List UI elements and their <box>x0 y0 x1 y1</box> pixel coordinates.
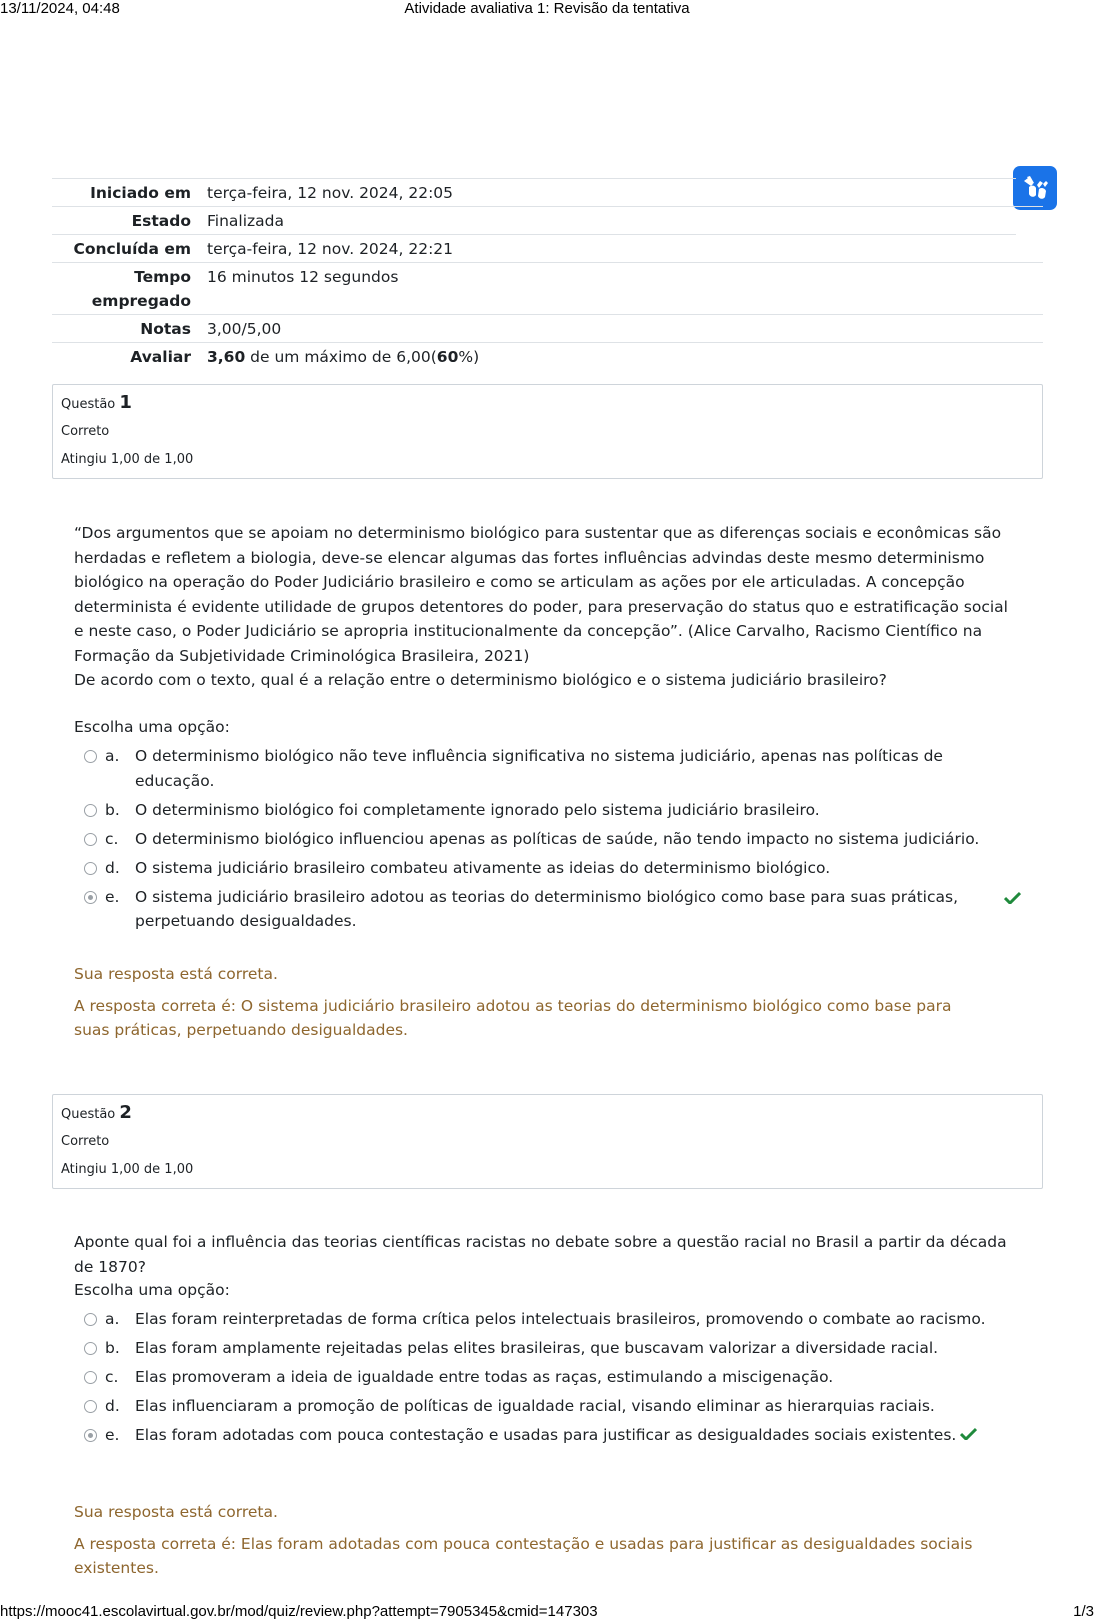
option-letter: c. <box>105 1368 119 1386</box>
option-text: O determinismo biológico influenciou apenas as políticas de saúde, não tendo impacto no sistema judiciário. <box>135 829 980 848</box>
grade-text: de um máximo de 6,00( <box>245 348 437 366</box>
answer-options <box>84 1307 1024 1452</box>
summary-label: Iniciado em <box>90 184 191 202</box>
question-mark: Atingiu 1,00 de 1,00 <box>61 1162 194 1177</box>
print-header <box>0 0 1094 18</box>
radio-button[interactable] <box>84 1371 97 1384</box>
summary-row-started <box>52 178 1016 206</box>
summary-value: 16 minutos 12 segundos <box>207 268 399 286</box>
summary-label-line: empregado <box>91 292 191 310</box>
question-mark: Atingiu 1,00 de 1,00 <box>61 452 194 467</box>
answer-option[interactable] <box>84 1394 1024 1419</box>
answer-option[interactable] <box>84 798 1024 823</box>
feedback-right-answer: A resposta correta é: O sistema judiciário brasileiro adotou as teorias do determinismo biológico como base para suas práticas, perpetuando desigualdades. <box>74 997 952 1039</box>
question-number-value: 1 <box>119 392 132 413</box>
feedback-status: Sua resposta está correta. <box>74 1503 278 1521</box>
grade-percent: 60 <box>436 348 459 366</box>
summary-row-state <box>52 206 1043 234</box>
summary-row-time <box>52 262 1043 314</box>
answer-option[interactable] <box>84 1336 1024 1361</box>
print-title: Atividade avaliativa 1: Revisão da tentativa <box>404 0 690 17</box>
option-letter: e. <box>105 1426 120 1444</box>
option-letter: d. <box>105 858 120 877</box>
option-text: Elas foram reinterpretadas de forma crítica pelos intelectuais brasileiros, promovendo o combate ao racismo. <box>135 1310 986 1328</box>
question-label: Questão <box>61 397 116 412</box>
radio-button[interactable] <box>84 1342 97 1355</box>
question-stem: De acordo com o texto, qual é a relação entre o determinismo biológico e o sistema judiciário brasileiro? <box>74 671 887 689</box>
question-status: Correto <box>61 1134 110 1149</box>
option-letter: a. <box>105 1310 120 1328</box>
summary-label-line: Tempo <box>134 268 191 286</box>
summary-label: Estado <box>131 212 191 230</box>
radio-button[interactable] <box>84 804 97 817</box>
correct-check-icon <box>960 1423 977 1448</box>
summary-value: terça-feira, 12 nov. 2024, 22:05 <box>207 184 454 202</box>
option-text: O sistema judiciário brasileiro adotou as teorias do determinismo biológico como base para suas práticas, perpetuando desigualdades. <box>135 887 958 930</box>
radio-button[interactable] <box>84 1313 97 1326</box>
radio-button[interactable] <box>84 1400 97 1413</box>
radio-button[interactable] <box>84 862 97 875</box>
answer-option[interactable] <box>84 1307 1024 1332</box>
print-page-number: 1/3 <box>1073 1603 1094 1620</box>
question-stem: Aponte qual foi a influência das teorias científicas racistas no debate sobre a questão racial no Brasil a partir da década de 1870? <box>74 1233 1007 1276</box>
option-text: Elas influenciaram a promoção de políticas de igualdade racial, visando eliminar as hierarquias raciais. <box>135 1397 935 1415</box>
answer-option[interactable] <box>84 827 1024 852</box>
option-text: Elas foram amplamente rejeitadas pelas elites brasileiras, que buscavam valorizar a diversidade racial. <box>135 1339 939 1357</box>
question-number-value: 2 <box>119 1102 132 1123</box>
radio-button[interactable] <box>84 833 97 846</box>
answer-option[interactable] <box>84 856 1024 881</box>
summary-label: Notas <box>140 320 191 338</box>
answer-prompt: Escolha uma opção: <box>74 718 230 736</box>
question-number <box>61 1103 1034 1125</box>
option-text: Elas promoveram a ideia de igualdade entre todas as raças, estimulando a miscigenação. <box>135 1368 834 1386</box>
option-letter: d. <box>105 1397 120 1415</box>
option-letter: a. <box>105 747 120 765</box>
summary-value <box>207 345 1043 369</box>
grade-score: 3,60 <box>207 348 246 366</box>
answer-option-selected[interactable] <box>84 885 1024 934</box>
answer-options <box>84 744 1024 938</box>
option-letter: c. <box>105 829 119 848</box>
question-number <box>61 393 1034 415</box>
print-footer <box>0 1603 1094 1621</box>
grade-text-end: %) <box>458 348 480 366</box>
radio-button-selected[interactable] <box>84 1429 97 1442</box>
answer-prompt: Escolha uma opção: <box>74 1281 230 1299</box>
summary-row-completed <box>52 234 1016 262</box>
option-letter: b. <box>105 800 120 819</box>
summary-row-marks <box>52 314 1043 342</box>
summary-label <box>52 265 207 313</box>
option-text-content: Elas foram adotadas com pouca contestação e usadas para justificar as desigualdades sociais existentes. <box>135 1426 957 1444</box>
summary-row-grade <box>52 342 1043 370</box>
question-label: Questão <box>61 1107 116 1122</box>
answer-option-selected[interactable] <box>84 1423 1024 1448</box>
question-text: “Dos argumentos que se apoiam no determinismo biológico para sustentar que as diferenças sociais e econômicas são herdadas e refletem a biologia, deve-se elencar algumas das fortes influências advindas deste mesmo determinismo biológico na operação do Poder Judiciário brasileiro e como se articulam as ações por ele articuladas. A concepção determinista é evidente utilidade de grupos detentores do poder, para preservação do status quo e estratificação social e neste caso, o Poder Judiciário se apropria institucionalmente da concepção”. (Alice Carvalho, Racismo Científico na Formação da Subjetividade Criminológica Brasileira, 2021) <box>74 524 1008 665</box>
summary-value: terça-feira, 12 nov. 2024, 22:21 <box>207 240 454 258</box>
summary-label: Avaliar <box>130 348 191 366</box>
answer-option[interactable] <box>84 744 1024 793</box>
answer-option[interactable] <box>84 1365 1024 1390</box>
print-date: 13/11/2024, 04:48 <box>0 0 120 17</box>
radio-button[interactable] <box>84 750 97 763</box>
question-info-box <box>52 384 1043 479</box>
print-url: https://mooc41.escolavirtual.gov.br/mod/quiz/review.php?attempt=7905345&cmid=147303 <box>0 1603 598 1620</box>
summary-value: Finalizada <box>207 212 285 230</box>
feedback-right-answer: A resposta correta é: Elas foram adotadas com pouca contestação e usadas para justificar as desigualdades sociais existentes. <box>74 1535 973 1577</box>
feedback-status: Sua resposta está correta. <box>74 965 278 983</box>
option-text: O determinismo biológico foi completamente ignorado pelo sistema judiciário brasileiro. <box>135 800 820 819</box>
option-letter: b. <box>105 1339 120 1357</box>
question-status: Correto <box>61 424 110 439</box>
question-info-box <box>52 1094 1043 1189</box>
summary-label: Concluída em <box>73 240 191 258</box>
radio-button-selected[interactable] <box>84 891 97 904</box>
option-text <box>135 1423 1024 1448</box>
correct-check-icon <box>1004 885 1024 912</box>
attempt-summary-table <box>52 178 1043 370</box>
option-text: O sistema judiciário brasileiro combateu ativamente as ideias do determinismo biológico. <box>135 858 831 877</box>
summary-value: 3,00/5,00 <box>207 320 282 338</box>
option-letter: e. <box>105 887 120 906</box>
option-text: O determinismo biológico não teve influência significativa no sistema judiciário, apenas nas políticas de educação. <box>135 747 943 790</box>
